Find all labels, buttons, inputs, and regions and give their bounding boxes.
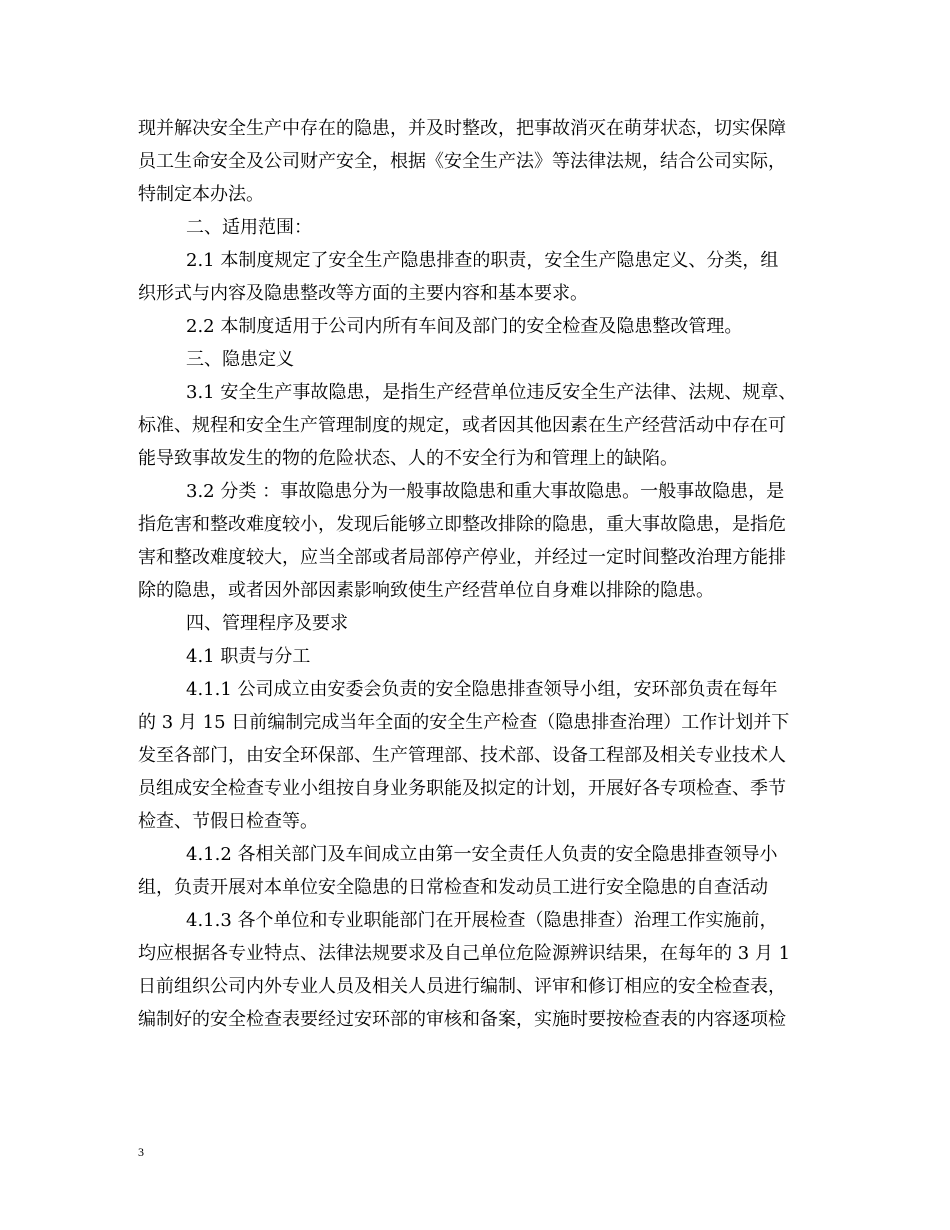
section-heading: 四、管理程序及要求 [186,613,348,634]
subsection-heading: 4.1 职责与分工 [186,646,311,667]
body-text-line: 均应根据各专业特点、法律法规要求及自己单位危险源辨识结果，在每年的 3 月 1 [138,943,791,964]
section-heading: 三、隐患定义 [186,349,294,370]
body-text-line: 的 3 月 15 日前编制完成当年全面的安全生产检查（隐患排查治理）工作计划并下 [138,712,790,733]
body-text-line: 检查、节假日检查等。 [138,811,318,832]
body-text-line: 害和整改难度较大，应当全部或者局部停产停业，并经过一定时间整改治理方能排 [138,547,786,568]
body-text-line: 标准、规程和安全生产管理制度的规定，或者因其他因素在生产经营活动中存在可 [138,415,786,436]
body-text-line: 指危害和整改难度较小，发现后能够立即整改排除的隐患，重大事故隐患，是指危 [138,514,786,535]
body-text-line: 4.1.2 各相关部门及车间成立由第一安全责任人负责的安全隐患排查领导小 [186,844,778,865]
body-text-line: 2.2 本制度适用于公司内所有车间及部门的安全检查及隐患整改管理。 [186,316,743,337]
body-text-line: 4.1.3 各个单位和专业职能部门在开展检查（隐患排查）治理工作实施前， [186,910,778,931]
body-text-line: 除的隐患，或者因外部因素影响致使生产经营单位自身难以排除的隐患。 [138,580,714,601]
body-text-line: 织形式与内容及隐患整改等方面的主要内容和基本要求。 [138,283,588,304]
body-text-line: 现并解决安全生产中存在的隐患，并及时整改，把事故消灭在萌芽状态，切实保障 [138,118,786,139]
body-text-line: 特制定本办法。 [138,184,264,205]
section-heading: 二、适用范围： [186,217,312,238]
body-text-line: 组，负责开展对本单位安全隐患的日常检查和发动员工进行安全隐患的自查活动 [138,877,768,898]
body-text-line: 员组成安全检查专业小组按自身业务职能及拟定的计划，开展好各专项检查、季节 [138,778,786,799]
body-text-line: 3.2 分类 ：事故隐患分为一般事故隐患和重大事故隐患。一般事故隐患，是 [186,481,785,502]
body-text-line: 4.1.1 公司成立由安委会负责的安全隐患排查领导小组，安环部负责在每年 [186,679,778,700]
body-text-line: 发至各部门，由安全环保部、生产管理部、技术部、设备工程部及相关专业技术人 [138,745,786,766]
body-text-line: 员工生命安全及公司财产安全，根据《安全生产法》等法律法规，结合公司实际， [138,151,786,172]
page-number: 3 [138,1145,144,1159]
body-text-line: 日前组织公司内外专业人员及相关人员进行编制、评审和修订相应的安全检查表， [138,976,786,997]
body-text-line: 能导致事故发生的物的危险状态、人的不安全行为和管理上的缺陷。 [138,448,678,469]
body-text-line: 2.1 本制度规定了安全生产隐患排查的职责，安全生产隐患定义、分类，组 [186,250,779,271]
body-text-line: 3.1 安全生产事故隐患，是指生产经营单位违反安全生产法律、法规、规章、 [186,382,797,403]
body-text-line: 编制好的安全检查表要经过安环部的审核和备案，实施时要按检查表的内容逐项检 [138,1009,786,1030]
